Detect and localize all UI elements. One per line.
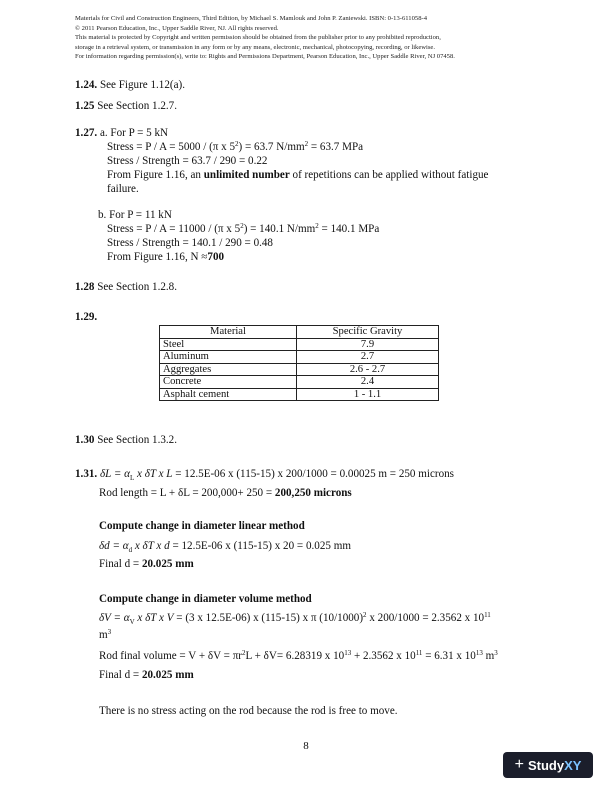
exponent: 11 [415, 649, 423, 657]
header-line: Materials for Civil and Construction Engineers, Third Edition, by Michael S. Mamlouk and John P. Zaniewski. ISBN: 0-13-611058-4 [75, 15, 427, 22]
equation-text: ) = 140.1 N/mm [243, 223, 316, 235]
subscript: V [129, 618, 135, 627]
text: Final d = [99, 669, 142, 681]
logo-text-accent: XY [564, 757, 582, 773]
equation-text: ) = 63.7 N/mm [238, 141, 305, 153]
text: Final d = [99, 558, 142, 570]
answer-text: See Section 1.2.8. [94, 281, 177, 293]
conclusion-text: There is no stress acting on the rod because the rod is free to move. [99, 705, 398, 717]
table-header-row [160, 326, 439, 339]
stress-ratio-b: Stress / Strength = 140.1 / 290 = 0.48 [107, 237, 273, 249]
stress-ratio-a: Stress / Strength = 63.7 / 290 = 0.22 [107, 155, 268, 167]
equation-text: δV = α [99, 612, 130, 624]
text: From Figure 1.16, an [107, 169, 204, 181]
linear-final-diameter [99, 558, 194, 571]
gravity-cell: 1 - 1.1 [297, 388, 439, 401]
equation-text: Stress = P / A = 5000 / (π x 5 [107, 141, 236, 153]
equation-text: + 2.3562 x 10 [351, 650, 416, 662]
delta-length-equation [75, 468, 454, 485]
column-header: Specific Gravity [297, 326, 439, 339]
answer-1-27b-label: b. For P = 11 kN [98, 209, 172, 221]
equation-text: L + δV= 6.28319 x 10 [245, 650, 345, 662]
header-line: This material is protected by Copyright and written permission should be obtained from the publisher prior to any prohibited reproduction, [75, 34, 441, 42]
subscript: d [128, 546, 133, 555]
material-cell: Aluminum [160, 351, 297, 364]
exponent: 2 [315, 222, 319, 230]
answer-1-27a-label [75, 127, 168, 140]
logo-text: Study [527, 757, 565, 773]
bold-text: 20.025 mm [141, 669, 194, 681]
gravity-cell: 2.4 [297, 376, 439, 389]
copyright-header [75, 14, 545, 62]
text: Rod length = L + δL = 200,000+ 250 = [99, 487, 275, 499]
header-line: storage in a retrieval system, or transmission in any form or by any means, electronic, mechanical, photocopying, recording, or likewise. [75, 43, 435, 51]
problem-number: 1.29. [75, 311, 98, 323]
gravity-cell: 2.6 - 2.7 [297, 363, 439, 376]
exponent: 11 [484, 611, 491, 619]
exponent: 3 [107, 628, 112, 636]
figure-reference-b [107, 251, 224, 264]
bold-text: unlimited number [203, 169, 290, 181]
bold-text: 200,250 microns [274, 487, 352, 499]
page-number: 8 [303, 740, 309, 752]
equation-text: x δT x L [134, 468, 173, 480]
problem-number: 1.25 [75, 100, 95, 112]
gravity-cell: 7.9 [297, 338, 439, 351]
answer-1-25 [75, 100, 177, 113]
header-line: © 2011 Pearson Education, Inc., Upper Saddle River, NJ. All rights reserved. [75, 24, 279, 32]
plus-icon: + [514, 756, 524, 773]
exponent: 2 [363, 611, 367, 619]
bold-text: 20.025 mm [141, 558, 194, 570]
table-row [160, 376, 439, 389]
linear-method-equation [99, 540, 351, 557]
equation-text: = 12.5E-06 x (115-15) x 20 = 0.025 mm [169, 540, 351, 552]
equation-text: x δT x V [134, 612, 174, 624]
text: From Figure 1.16, N ≈ [107, 251, 208, 263]
answer-1-28 [75, 281, 177, 294]
studyxy-logo [503, 752, 593, 778]
equation-text: m [482, 650, 495, 662]
material-cell: Aggregates [160, 363, 297, 376]
rod-final-volume [99, 650, 498, 663]
answer-1-30 [75, 434, 177, 447]
problem-number: 1.31. [75, 468, 98, 480]
subscript: L [129, 474, 135, 483]
answer-text: See Figure 1.12(a). [97, 79, 185, 91]
rod-length [99, 487, 352, 500]
header-line: For information regarding permission(s), write to: Rights and Permissions Department, Pearson Education, Inc., Upper Saddle River, NJ 07458. [75, 53, 455, 61]
figure-reference-a [107, 169, 488, 182]
equation-text: x 200/1000 = 2.3562 x 10 [366, 612, 485, 624]
text: of repetitions can be applied without fatigue [289, 169, 489, 181]
equation-text: = 140.1 MPa [318, 223, 380, 235]
exponent: 2 [240, 222, 244, 230]
problem-number: 1.24. [75, 79, 98, 91]
equation-text: x δT x d [132, 540, 170, 552]
equation-text: = 63.7 MPa [308, 141, 364, 153]
part-label: a. For P = 5 kN [97, 127, 169, 139]
answer-1-24 [75, 79, 185, 92]
material-cell: Steel [160, 338, 297, 351]
volume-unit [99, 629, 111, 642]
column-header: Material [160, 326, 297, 339]
figure-reference-a-cont: failure. [107, 183, 139, 195]
exponent: 2 [304, 140, 309, 148]
problem-number: 1.27. [75, 127, 98, 139]
bold-text: 700 [207, 251, 225, 263]
volume-method-equation [99, 612, 491, 629]
material-cell: Concrete [160, 376, 297, 389]
linear-method-heading: Compute change in diameter linear method [99, 520, 305, 532]
equation-text: Stress = P / A = 11000 / (π x 5 [107, 223, 241, 235]
volume-final-diameter [99, 669, 194, 682]
material-cell: Asphalt cement [160, 388, 297, 401]
equation-text: δL = α [97, 468, 130, 480]
exponent: 2 [235, 140, 239, 148]
exponent: 13 [475, 649, 483, 657]
stress-equation-b [107, 223, 379, 236]
table-row [160, 338, 439, 351]
problem-number: 1.28 [75, 281, 95, 293]
equation-text: Rod final volume = V + δV = πr [99, 650, 242, 662]
gravity-cell: 2.7 [297, 351, 439, 364]
answer-text: See Section 1.2.7. [94, 100, 177, 112]
exponent: 13 [344, 649, 352, 657]
table-row [160, 363, 439, 376]
table-row [160, 351, 439, 364]
unit-text: m [99, 629, 108, 641]
exponent: 2 [242, 649, 246, 657]
volume-method-heading: Compute change in diameter volume method [99, 593, 312, 605]
equation-text: = 12.5E-06 x (115-15) x 200/1000 = 0.00025 m = 250 microns [172, 468, 454, 480]
equation-text: = 6.31 x 10 [422, 650, 476, 662]
problem-number: 1.30 [75, 434, 95, 446]
table-row [160, 388, 439, 401]
answer-text: See Section 1.3.2. [94, 434, 177, 446]
stress-equation-a [107, 141, 363, 154]
equation-text: = (3 x 12.5E-06) x (115-15) x π (10/1000) [173, 612, 364, 624]
answer-1-29 [75, 311, 97, 324]
equation-text: δd = α [99, 540, 129, 552]
specific-gravity-table [159, 325, 439, 401]
exponent: 3 [494, 649, 498, 657]
